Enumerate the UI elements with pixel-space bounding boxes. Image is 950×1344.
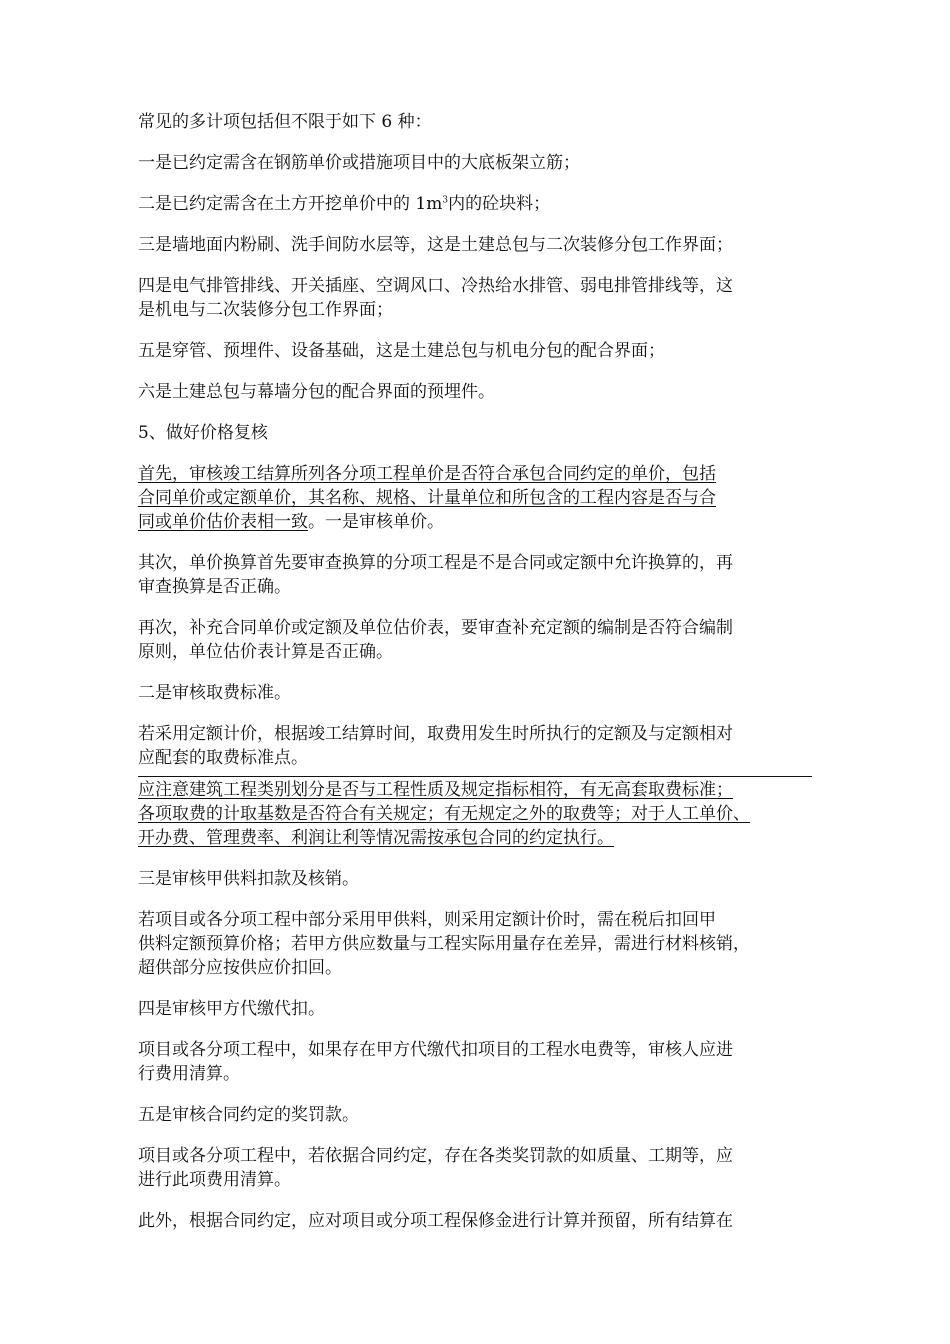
subheading-withholding: 四是审核甲方代缴代扣。 — [138, 999, 325, 1019]
paragraph-item-4-line-2: 是机电与二次装修分包工作界面； — [138, 300, 393, 320]
paragraph-quota-line-1: 若采用定额计价，根据竣工结算时间，取费用发生时所执行的定额及与定额相对 — [138, 724, 733, 744]
paragraph-item-3: 三是墙地面内粉刷、洗手间防水层等，这是土建总包与二次装修分包工作界面； — [138, 235, 733, 255]
paragraph-note-line-3: 开办费、管理费率、利润让利等情况需按承包合同的约定执行。 — [138, 828, 614, 848]
divider-line — [138, 776, 812, 777]
paragraph-quota-line-2: 应配套的取费标准点。 — [138, 748, 308, 768]
paragraph-item-5: 五是穿管、预埋件、设备基础，这是土建总包与机电分包的配合界面； — [138, 341, 665, 361]
plain-text: 。一是审核单价。 — [308, 512, 444, 532]
paragraph-item-2 — [138, 194, 550, 214]
paragraph-note-line-1: 应注意建筑工程类别划分是否与工程性质及规定指标相符，有无高套取费标准； — [138, 780, 733, 800]
paragraph-withholding-line-1: 项目或各分项工程中，如果存在甲方代缴代扣项目的工程水电费等，审核人应进 — [138, 1040, 733, 1060]
paragraph-intro: 常见的多计项包括但不限于如下 6 种： — [138, 112, 432, 132]
subheading-supplied-materials: 三是审核甲供料扣款及核销。 — [138, 869, 359, 889]
paragraph-note-line-2: 各项取费的计取基数是否符合有关规定；有无规定之外的取费等；对于人工单价、 — [138, 804, 750, 824]
paragraph-item-2-tail: 内的砼块料； — [448, 194, 551, 214]
paragraph-item-4-line-1: 四是电气排管排线、开关插座、空调风口、冷热给水排管、弱电排管排线等，这 — [138, 276, 733, 296]
subheading-rewards-penalties: 五是审核合同约定的奖罚款。 — [138, 1105, 359, 1125]
paragraph-item-1: 一是已约定需含在钢筋单价或措施项目中的大底板架立筋； — [138, 153, 580, 173]
superscript-3: 3 — [442, 195, 449, 206]
paragraph-first-line-3 — [138, 512, 444, 532]
subheading-fee-standard: 二是审核取费标准。 — [138, 683, 291, 703]
paragraph-materials-line-1: 若项目或各分项工程中部分采用甲供料，则采用定额计价时，需在税后扣回甲 — [138, 910, 716, 930]
paragraph-second-line-2: 审查换算是否正确。 — [138, 577, 291, 597]
paragraph-item-2-text: 二是已约定需含在土方开挖单价中的 1m — [138, 194, 443, 214]
paragraph-item-6: 六是土建总包与幕墙分包的配合界面的预埋件。 — [138, 382, 495, 402]
paragraph-third-line-2: 原则，单位估价表计算是否正确。 — [138, 642, 393, 662]
section-heading-price-review: 5、做好价格复核 — [138, 423, 268, 443]
paragraph-retention: 此外，根据合同约定，应对项目或分项工程保修金进行计算并预留，所有结算在 — [138, 1211, 733, 1231]
paragraph-materials-line-3: 超供部分应按供应价扣回。 — [138, 958, 342, 978]
paragraph-withholding-line-2: 行费用清算。 — [138, 1064, 240, 1084]
paragraph-second-line-1: 其次，单价换算首先要审查换算的分项工程是不是合同或定额中允许换算的，再 — [138, 553, 733, 573]
paragraph-rewards-line-2: 进行此项费用清算。 — [138, 1170, 291, 1190]
paragraph-rewards-line-1: 项目或各分项工程中，若依据合同约定，存在各类奖罚款的如质量、工期等，应 — [138, 1146, 733, 1166]
paragraph-third-line-1: 再次，补充合同单价或定额及单位估价表，要审查补充定额的编制是否符合编制 — [138, 618, 733, 638]
paragraph-first-line-2: 合同单价或定额单价，其名称、规格、计量单位和所包含的工程内容是否与合 — [138, 488, 716, 508]
paragraph-materials-line-2: 供料定额预算价格；若甲方供应数量与工程实际用量存在差异，需进行材料核销， — [138, 934, 750, 954]
paragraph-first-line-1: 首先，审核竣工结算所列各分项工程单价是否符合承包合同约定的单价，包括 — [138, 464, 716, 484]
underlined-text: 同或单价估价表相一致 — [138, 512, 308, 532]
